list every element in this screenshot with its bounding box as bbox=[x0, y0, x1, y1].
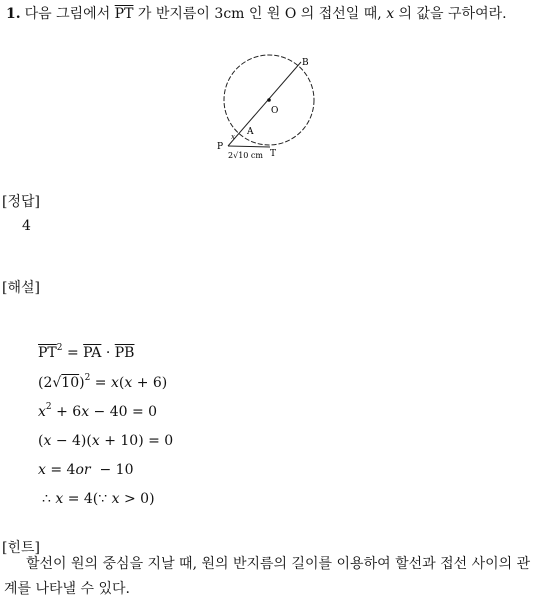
problem-text-before: 다음 그림에서 bbox=[24, 6, 115, 22]
secant-line bbox=[228, 62, 301, 146]
label-p: P bbox=[217, 142, 224, 152]
variable-x: x bbox=[386, 6, 395, 22]
center-point bbox=[267, 98, 271, 102]
hint-heading: [힌트] bbox=[2, 540, 40, 556]
circle-diagram bbox=[210, 50, 330, 170]
circle-figure bbox=[210, 50, 330, 170]
hint-text: 할선이 원의 중심을 지날 때, 원의 반지름의 길이를 이용하여 할선과 접선 사이의 관계를 나타낼 수 있다. bbox=[4, 556, 531, 597]
problem-text-end: 의 값을 구하여라. bbox=[394, 6, 507, 22]
answer-heading: [정답] bbox=[2, 194, 40, 210]
solution-line-6: ∴ x = 4(∵ x > 0) bbox=[42, 491, 155, 507]
solution-line-2: $(2√10)^2 = x(x + 6)$ bbox=[38, 373, 168, 391]
label-b: B bbox=[302, 58, 309, 68]
problem-number: 1. bbox=[6, 6, 21, 22]
solution-line-4: (x − 4)(x + 10) = 0 bbox=[38, 433, 174, 449]
label-t: T bbox=[270, 149, 277, 159]
answer-value: 4 bbox=[22, 218, 31, 234]
solution-line-5: x = 4or − 10 bbox=[38, 462, 134, 478]
label-a: A bbox=[247, 127, 254, 137]
tangent-line bbox=[228, 146, 270, 147]
solution-heading: [해설] bbox=[2, 280, 40, 296]
label-pt-length: 2√10 cm bbox=[228, 151, 263, 160]
label-x: x bbox=[231, 133, 235, 141]
problem-statement bbox=[6, 3, 530, 26]
label-o: O bbox=[271, 106, 279, 116]
problem-text-after: 가 반지름이 3cm 인 원 O 의 접선일 때, bbox=[133, 6, 387, 22]
solution-line-1: $\overline{PT}^2 = \overline{PA} \cdot \overline{PB}$ bbox=[38, 343, 135, 361]
segment-pt: $\overline{PT}$ bbox=[114, 6, 134, 22]
solution-line-3: $x^2 + 6x - 40 = 0$ bbox=[38, 402, 158, 420]
